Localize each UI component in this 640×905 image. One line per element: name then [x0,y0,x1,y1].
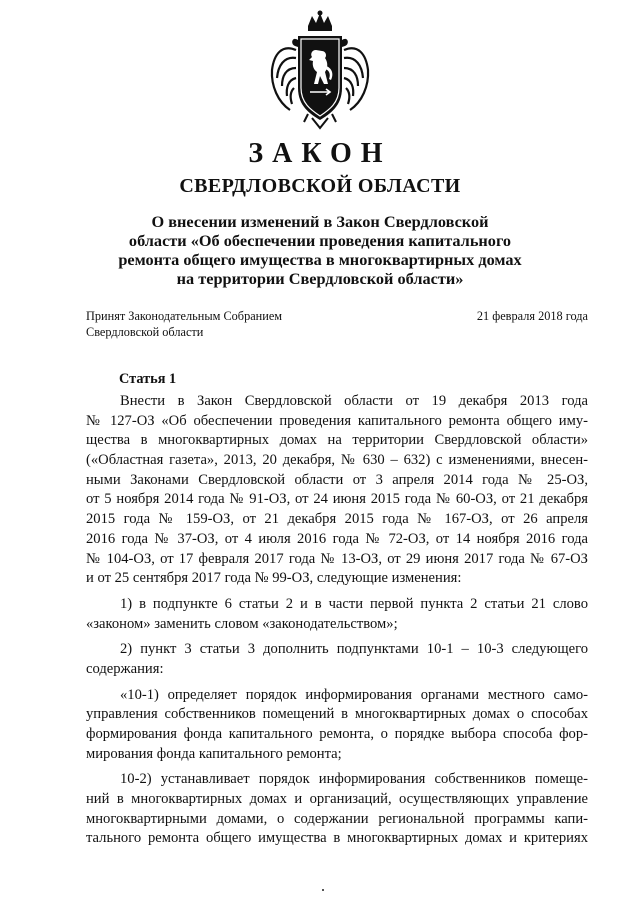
subject-line: О внесении изменений в Закон Свердловской [151,212,489,231]
text-line: «законом» заменить словом «законодательством»; [86,615,398,632]
text-line: содержания: [86,660,164,677]
text-line: ний в многоквартирных домах и организаций, осуществляющих управление [86,791,588,808]
document-title: ЗАКОН [248,138,392,169]
text-line: ными Законами Свердловской области от 3 апреля 2014 года № 25-ОЗ, [86,471,588,488]
text-line: 1) в подпункте 6 статьи 2 и в части первой пункта 2 статьи 21 слово [120,595,588,612]
scan-speck [322,889,324,891]
text-line: «10-1) определяет порядок информирования органами местного само- [120,686,588,703]
text-line: Внести в Закон Свердловской области от 19 декабря 2013 года [120,393,588,409]
adopted-by-line: Принят Законодательным Собранием [86,309,283,323]
text-line: и от 25 сентября 2017 года № 99-ОЗ, следующие изменения: [86,570,462,587]
subject-line: области «Об обеспечении проведения капитального [128,231,512,250]
text-line: от 5 ноября 2014 года № 91-ОЗ, от 24 июня 2015 года № 60-ОЗ, от 21 декабря [86,491,588,508]
text-line: многоквартирными домами, о содержании региональной программы капи- [86,810,588,827]
text-line: № 127-ОЗ «Об обеспечении проведения капитального ремонта общего иму- [86,412,588,429]
article-paragraph [86,640,588,679]
text-line: 2) пункт 3 статьи 3 дополнить подпунктами 10-1 – 10-3 следующего [120,641,588,658]
text-line: 2016 года № 37-ОЗ, от 4 июля 2016 года № 72-ОЗ, от 14 ноября 2016 года [86,530,588,547]
adoption-date: 21 февраля 2018 года [476,309,588,323]
text-line: мирования фонда капитального ремонта; [86,745,342,762]
article-body [86,386,588,849]
article-paragraph [86,595,588,634]
text-line: щества в многоквартирных домах на территории Свердловской области» [86,432,588,449]
article-paragraph [86,686,588,765]
article-paragraph [86,392,588,589]
text-line: № 104-ОЗ, от 17 февраля 2017 года № 13-ОЗ, от 29 июня 2017 года № 67-ОЗ [86,550,588,567]
text-line: формирования фонда капитального ремонта, о порядке выбора способа фор- [86,726,588,742]
shield-icon [298,36,342,120]
text-line: управления собственников помещений в многоквартирных домах о способах [86,706,588,723]
text-line: 10-2) устанавливает порядок информирования собственников помеще- [120,771,588,788]
article-paragraph [86,770,588,849]
law-subject [0,212,640,288]
subject-line: ремонта общего имущества в многоквартирных домах [118,250,522,269]
text-line: («Областная газета», 2013, 20 декабря, № 630 – 632) с изменениями, внесен- [86,452,588,469]
eagle-right-wing-icon [344,48,368,110]
subject-line: на территории Свердловской области» [176,269,464,288]
adopted-by-line: Свердловской области [86,325,204,339]
coat-of-arms-icon [268,10,372,130]
eagle-left-wing-icon [272,48,296,110]
text-line: тального ремонта общего имущества в многоквартирных домах и критериях [86,830,588,847]
region-title: СВЕРДЛОВСКОЙ ОБЛАСТИ [179,175,461,197]
adopted-by [86,308,282,340]
article-heading: Статья 1 [119,371,177,387]
text-line: 2015 года № 159-ОЗ, от 21 декабря 2015 года № 167-ОЗ, от 26 апреля [86,511,588,528]
crown-icon [308,11,332,32]
